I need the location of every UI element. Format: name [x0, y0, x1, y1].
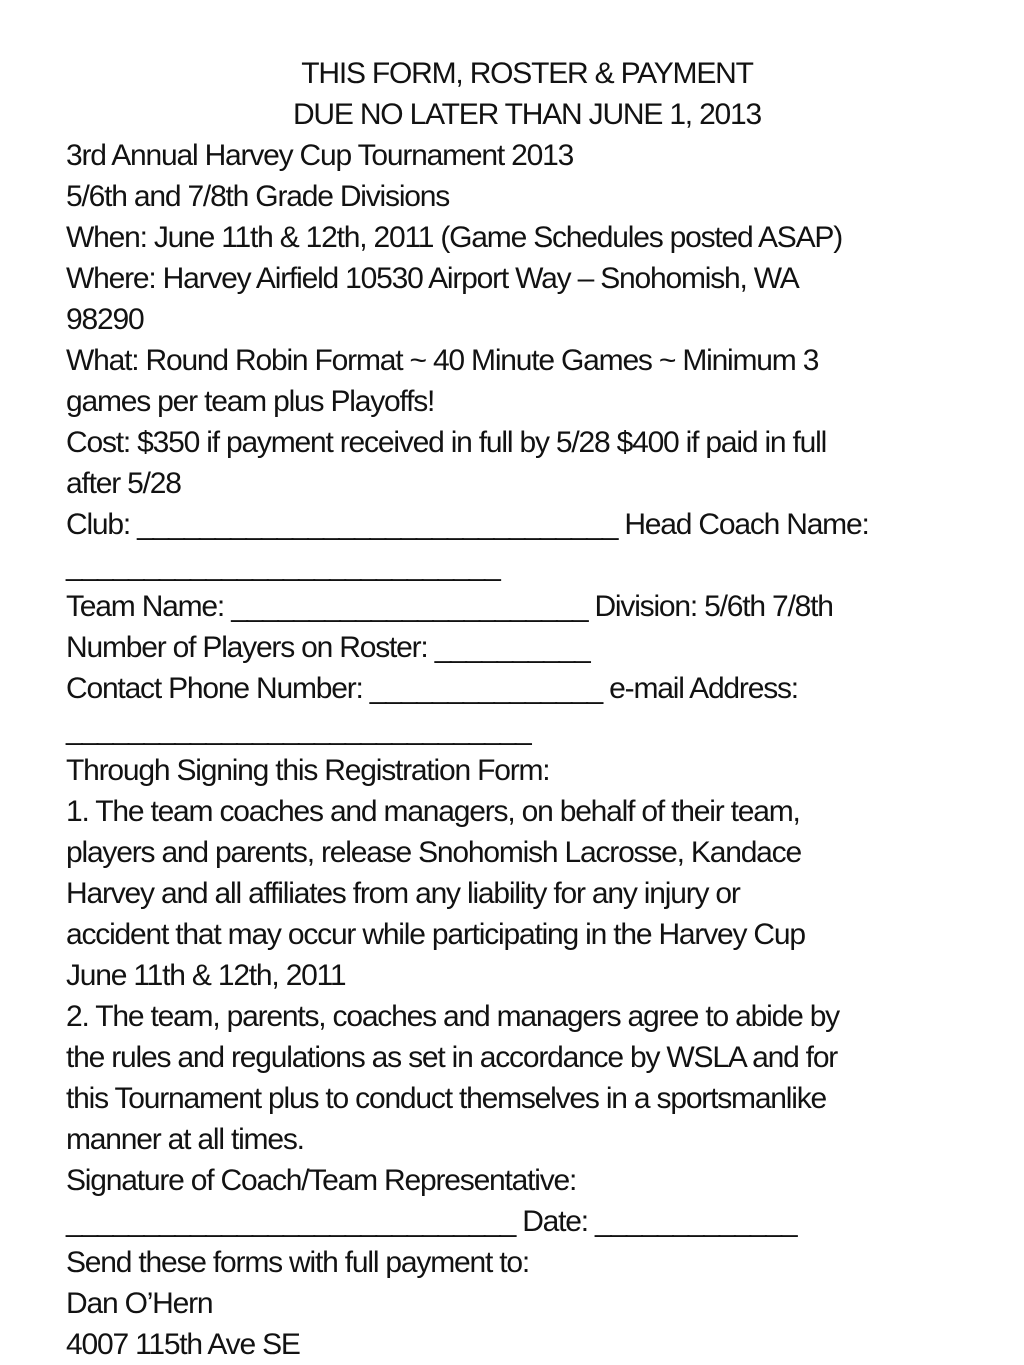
form-text-line: players and parents, release Snohomish Lacrosse, Kandace — [66, 836, 801, 869]
form-text-line: the rules and regulations as set in accordance by WSLA and for — [66, 1041, 838, 1074]
form-text-line: 1. The team coaches and managers, on behalf of their team, — [66, 795, 800, 828]
form-text-line: Through Signing this Registration Form: — [66, 754, 550, 787]
form-text-line: Contact Phone Number: _______________ e-mail Address: — [66, 672, 798, 705]
form-text-line: after 5/28 — [66, 467, 181, 500]
form-text-line: manner at all times. — [66, 1123, 304, 1156]
form-text-line: this Tournament plus to conduct themselves in a sportsmanlike — [66, 1082, 827, 1115]
form-text-line: Harvey and all affiliates from any liability for any injury or — [66, 877, 740, 910]
form-text-line: _____________________________ Date: _____________ — [66, 1205, 797, 1238]
form-title-line-2: DUE NO LATER THAN JUNE 1, 2013 — [292, 98, 762, 131]
form-text-line: Team Name: _______________________ Division: 5/6th 7/8th — [66, 590, 833, 623]
form-text-line: 3rd Annual Harvey Cup Tournament 2013 — [66, 139, 574, 172]
form-text-line: Cost: $350 if payment received in full by 5/28 $400 if paid in full — [66, 426, 827, 459]
fill-in-blank-line: ____________________________ — [66, 549, 500, 582]
form-title-line-1: THIS FORM, ROSTER & PAYMENT — [301, 57, 753, 90]
form-text-line: accident that may occur while participating in the Harvey Cup — [66, 918, 805, 951]
form-text-line: 2. The team, parents, coaches and managers agree to abide by — [66, 1000, 839, 1033]
form-text-line: When: June 11th & 12th, 2011 (Game Schedules posted ASAP) — [66, 221, 843, 254]
form-body — [66, 135, 988, 1365]
form-text-line: Dan O’Hern — [66, 1287, 213, 1320]
form-text-line: Where: Harvey Airfield 10530 Airport Way – Snohomish, WA — [66, 262, 799, 295]
fill-in-blank-line: ______________________________ — [66, 713, 531, 746]
form-text-line: games per team plus Playoffs! — [66, 385, 435, 418]
form-text-line: 4007 115th Ave SE — [66, 1328, 300, 1361]
form-text-line: 5/6th and 7/8th Grade Divisions — [66, 180, 450, 213]
form-text-line: Send these forms with full payment to: — [66, 1246, 529, 1279]
form-text-line: Signature of Coach/Team Representative: — [66, 1164, 577, 1197]
form-text-line: Number of Players on Roster: __________ — [66, 631, 590, 664]
form-text-line: June 11th & 12th, 2011 — [66, 959, 346, 992]
form-text-line: Club: _______________________________ Head Coach Name: — [66, 508, 869, 541]
form-text-line: 98290 — [66, 303, 144, 336]
form-text-line: What: Round Robin Format ~ 40 Minute Games ~ Minimum 3 — [66, 344, 819, 377]
